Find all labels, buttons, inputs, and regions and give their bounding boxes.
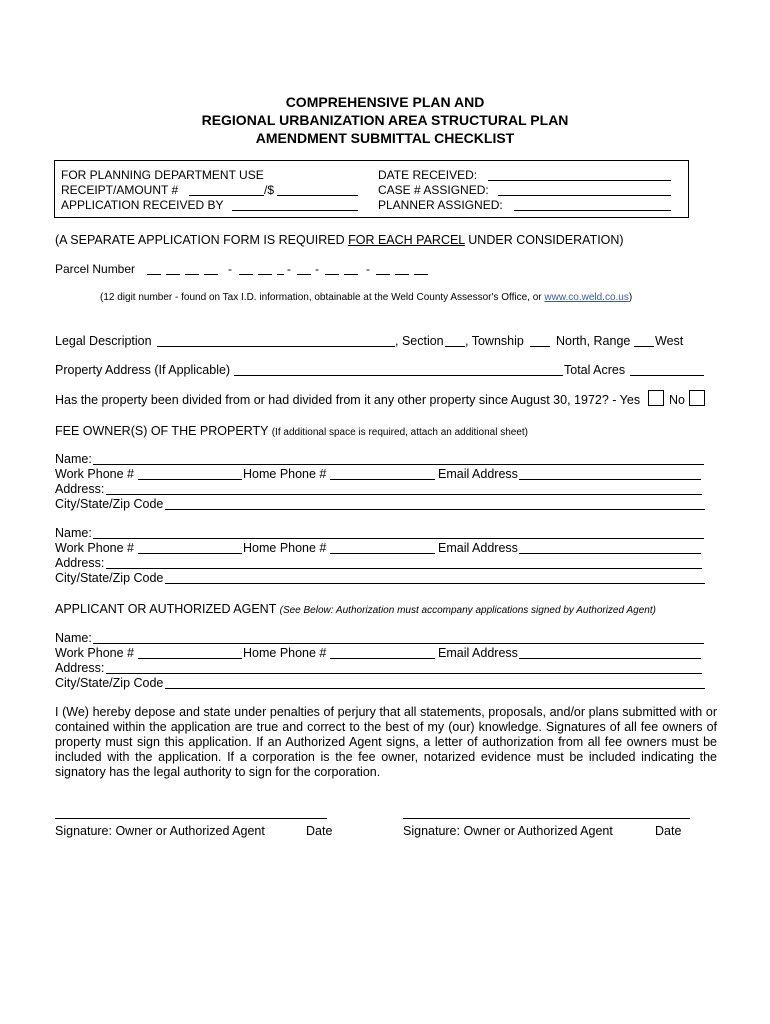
applicant-heading xyxy=(55,602,656,616)
work-phone-field[interactable] xyxy=(138,553,242,554)
home-phone-field[interactable] xyxy=(330,658,435,659)
name-field[interactable] xyxy=(93,464,704,465)
case-assigned-field[interactable] xyxy=(498,195,671,196)
applicant-heading-text: APPLICANT OR AUTHORIZED AGENT xyxy=(55,602,277,616)
parcel-digit-9[interactable] xyxy=(325,274,339,275)
no-label: No xyxy=(669,393,685,407)
address-label: Address: xyxy=(55,482,105,496)
signature-label-1: Signature: Owner or Authorized Agent xyxy=(55,824,265,838)
parcel-note-text: (12 digit number - found on Tax I.D. information, obtainable at the Weld County Assessor's Office, or xyxy=(100,292,545,303)
parcel-dash: - xyxy=(315,262,319,276)
city-state-zip-field[interactable] xyxy=(165,509,705,510)
assessor-website-link[interactable]: www.co.weld.co.us xyxy=(544,292,629,303)
parcel-digit-6[interactable] xyxy=(258,274,272,275)
parcel-note-end: ) xyxy=(628,292,633,303)
parcel-digit-12[interactable] xyxy=(395,274,409,275)
signature-line-1[interactable] xyxy=(55,818,327,819)
city-state-zip-label: City/State/Zip Code xyxy=(55,497,164,511)
receipt-number-field[interactable] xyxy=(189,195,264,196)
home-phone-field[interactable] xyxy=(330,479,435,480)
property-address-field[interactable] xyxy=(234,375,563,376)
parcel-dash: - xyxy=(287,262,291,276)
yes-checkbox[interactable] xyxy=(648,390,664,406)
township-label: , Township xyxy=(465,334,524,348)
separate-note-text: (A SEPARATE APPLICATION FORM IS REQUIRED xyxy=(55,233,349,247)
date-received-label: DATE RECEIVED: xyxy=(378,168,478,182)
email-label: Email Address xyxy=(438,646,518,660)
email-field[interactable] xyxy=(519,479,701,480)
planner-assigned-label: PLANNER ASSIGNED: xyxy=(378,198,503,212)
city-state-zip-field[interactable] xyxy=(165,583,705,584)
north-range-label: North, Range xyxy=(556,334,631,348)
fee-owner-heading-text: FEE OWNER(S) OF THE PROPERTY xyxy=(55,424,269,438)
signature-label-2: Signature: Owner or Authorized Agent xyxy=(403,824,613,838)
fee-owner-heading xyxy=(55,424,528,438)
home-phone-field[interactable] xyxy=(330,553,435,554)
work-phone-field[interactable] xyxy=(138,658,242,659)
name-label: Name: xyxy=(55,526,92,540)
divided-question: Has the property been divided from or had divided from it any other property since August 30, 1972? - Yes xyxy=(55,393,641,407)
address-field[interactable] xyxy=(106,568,702,569)
no-checkbox[interactable] xyxy=(689,390,705,406)
section-field[interactable] xyxy=(445,346,465,347)
name-label: Name: xyxy=(55,452,92,466)
parcel-dash: - xyxy=(228,262,232,276)
planner-assigned-field[interactable] xyxy=(514,210,671,211)
range-field[interactable] xyxy=(634,346,654,347)
date-label-1: Date xyxy=(306,824,333,838)
legal-description-field[interactable] xyxy=(157,346,395,347)
date-received-field[interactable] xyxy=(488,180,671,181)
city-state-zip-field[interactable] xyxy=(165,688,705,689)
work-phone-label: Work Phone # xyxy=(55,541,134,555)
address-label: Address: xyxy=(55,661,105,675)
case-assigned-label: CASE # ASSIGNED: xyxy=(378,183,489,197)
separate-note-text-end: UNDER CONSIDERATION) xyxy=(464,233,624,247)
applicant-note: (See Below: Authorization must accompany applications signed by Authorized Agent) xyxy=(279,605,656,616)
city-state-zip-label: City/State/Zip Code xyxy=(55,676,164,690)
email-label: Email Address xyxy=(438,467,518,481)
receipt-amount-field[interactable] xyxy=(277,195,358,196)
home-phone-label: Home Phone # xyxy=(243,541,327,555)
name-label: Name: xyxy=(55,631,92,645)
declaration-text: I (We) hereby depose and state under penalties of perjury that all statements, proposals, and/or plans submitted with or contained within the application are true and correct to the best of my (our) knowledge. Signatures of all fee owners of property must sign this application. If an Authorized Agent signs, a letter of authorization from all fee owners must be included with the application. If a corporation is the fee owner, notarized evidence must be included indicating the signatory has the legal authority to sign for the corporation. xyxy=(55,705,717,779)
separate-application-note xyxy=(55,233,624,247)
title-line-1: COMPREHENSIVE PLAN AND xyxy=(285,94,485,110)
receipt-amount-label: RECEIPT/AMOUNT # xyxy=(61,183,179,197)
email-label: Email Address xyxy=(438,541,518,555)
west-label: West xyxy=(655,334,684,348)
parcel-dash: - xyxy=(366,262,370,276)
parcel-digit-3[interactable] xyxy=(185,274,199,275)
legal-description-label: Legal Description xyxy=(55,334,152,348)
email-field[interactable] xyxy=(519,658,701,659)
parcel-number-note xyxy=(100,292,632,303)
application-received-by-label: APPLICATION RECEIVED BY xyxy=(61,198,224,212)
address-field[interactable] xyxy=(106,673,702,674)
parcel-number-label: Parcel Number xyxy=(55,262,136,276)
email-field[interactable] xyxy=(519,553,701,554)
parcel-digit-5[interactable] xyxy=(239,274,253,275)
work-phone-field[interactable] xyxy=(138,479,242,480)
home-phone-label: Home Phone # xyxy=(243,646,327,660)
total-acres-field[interactable] xyxy=(630,375,704,376)
address-label: Address: xyxy=(55,556,105,570)
parcel-digit-4[interactable] xyxy=(204,274,218,275)
fee-owner-note: (If additional space is required, attach an additional sheet) xyxy=(271,427,528,438)
work-phone-label: Work Phone # xyxy=(55,467,134,481)
title-line-3: AMENDMENT SUBMITTAL CHECKLIST xyxy=(255,130,515,146)
home-phone-label: Home Phone # xyxy=(243,467,327,481)
title-line-2: REGIONAL URBANIZATION AREA STRUCTURAL PLAN xyxy=(201,112,569,128)
parcel-digit-10[interactable] xyxy=(344,274,358,275)
parcel-digit-11[interactable] xyxy=(376,274,390,275)
parcel-digit-8[interactable] xyxy=(297,274,311,275)
separate-note-underlined: FOR EACH PARCEL xyxy=(348,233,465,247)
parcel-digit-1[interactable] xyxy=(147,274,161,275)
property-address-label: Property Address (If Applicable) xyxy=(55,363,231,377)
name-field[interactable] xyxy=(93,538,704,539)
receipt-dollar-label: /$ xyxy=(264,183,275,197)
address-field[interactable] xyxy=(106,494,702,495)
section-label: , Section xyxy=(395,334,444,348)
office-use-heading: FOR PLANNING DEPARTMENT USE xyxy=(61,168,264,182)
total-acres-label: Total Acres xyxy=(564,363,626,377)
work-phone-label: Work Phone # xyxy=(55,646,134,660)
date-label-2: Date xyxy=(655,824,682,838)
name-field[interactable] xyxy=(93,643,704,644)
city-state-zip-label: City/State/Zip Code xyxy=(55,571,164,585)
township-field[interactable] xyxy=(530,346,550,347)
parcel-digit-7[interactable] xyxy=(277,274,284,275)
parcel-digit-2[interactable] xyxy=(166,274,180,275)
signature-line-2[interactable] xyxy=(403,818,690,819)
application-received-by-field[interactable] xyxy=(232,210,358,211)
parcel-digit-13[interactable] xyxy=(414,274,428,275)
